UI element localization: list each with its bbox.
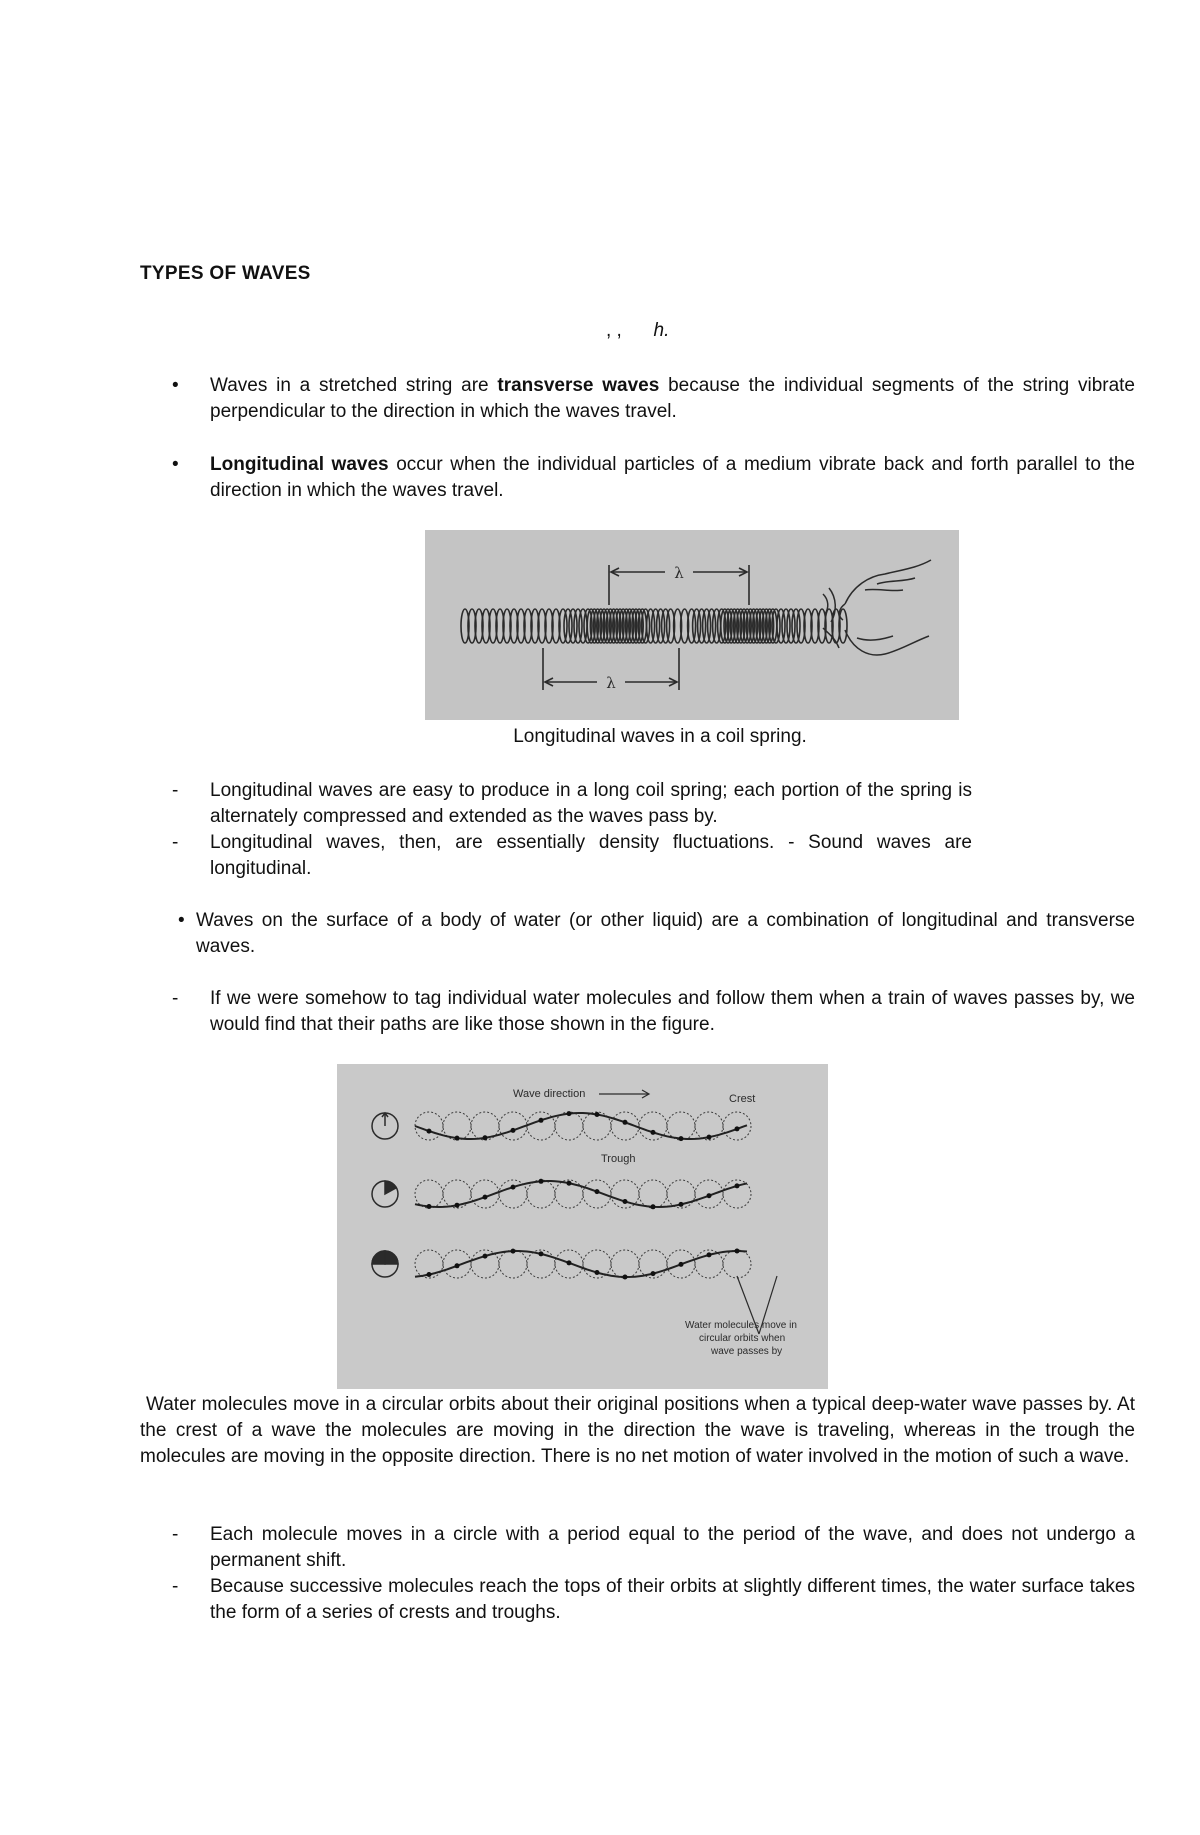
hand-drawing <box>823 560 931 655</box>
molecules-label-line-3: wave passes by <box>711 1346 783 1357</box>
dash-item: Longitudinal waves are easy to produce in a long coil spring; each portion of the spring is alternately compressed and extended as the waves pass by. <box>210 780 972 827</box>
heading: TYPES OF WAVES <box>140 263 311 284</box>
wavelength-label-bottom: λ <box>606 674 616 692</box>
water-molecule-dot <box>735 1249 740 1254</box>
water-molecule-dot <box>735 1183 740 1188</box>
water-molecule-dot <box>595 1270 600 1275</box>
wavelength-label-top: λ <box>674 564 684 582</box>
water-molecule-dot <box>567 1111 572 1116</box>
water-molecule-dot <box>511 1128 516 1133</box>
bullet-marker: • <box>172 375 179 396</box>
spring-coils <box>461 609 847 643</box>
water-molecule-dot <box>651 1204 656 1209</box>
orbit-circle <box>723 1250 751 1278</box>
dash-item: Each molecule moves in a circle with a period equal to the period of the wave, and does not undergo a permanent shift. <box>210 1524 1135 1571</box>
water-waves-figure <box>337 1064 828 1389</box>
wave-surface-line <box>415 1251 747 1277</box>
dash-marker: - <box>172 1524 179 1545</box>
orbit-circle <box>499 1250 527 1278</box>
dash-marker: - <box>172 780 179 801</box>
bullet-longitudinal <box>210 452 1135 504</box>
body-paragraph: Water molecules move in a circular orbits about their original positions when a typical deep-water wave passes by. At the crest of a wave the molecules are moving in the direction the wave is traveling, whereas in the trough the molecules are moving in the opposite direction. There is no net motion of water involved in the motion of such a wave. <box>140 1394 1135 1467</box>
phase-indicators <box>372 1113 398 1277</box>
water-molecule-dot <box>455 1203 460 1208</box>
water-molecule-dot <box>651 1130 656 1135</box>
water-molecule-dot <box>511 1249 516 1254</box>
water-molecule-dot <box>679 1202 684 1207</box>
orbit-circle <box>667 1112 695 1140</box>
bullet-bold-term: Longitudinal waves <box>210 454 389 475</box>
water-molecule-dot <box>567 1260 572 1265</box>
water-molecule-dot <box>707 1135 712 1140</box>
water-molecule-dot <box>707 1193 712 1198</box>
orbit-circle <box>527 1112 555 1140</box>
figure-caption: Longitudinal waves in a coil spring. <box>513 726 807 747</box>
water-molecule-dot <box>539 1251 544 1256</box>
stray-text <box>606 320 669 342</box>
coil-spring-figure <box>425 530 959 720</box>
water-molecule-dot <box>623 1199 628 1204</box>
water-molecule-dot <box>679 1136 684 1141</box>
bullet-text: occur when the individual particles of a medium vibrate back and forth parallel to the direction in which the waves travel. <box>210 454 1135 501</box>
trough-label: Trough <box>601 1153 636 1165</box>
bullet-text: because the individual segments of the string vibrate perpendicular to the direction in which the waves travel. <box>210 375 1135 422</box>
water-molecule-dot <box>595 1189 600 1194</box>
stray-letter: h. <box>653 320 670 341</box>
water-molecule-dot <box>595 1112 600 1117</box>
water-molecule-dot <box>567 1181 572 1186</box>
molecules-label-line-1: Water molecules move in <box>685 1320 797 1331</box>
wave-direction-label: Wave direction <box>513 1088 586 1100</box>
water-waves-drawing <box>337 1064 828 1389</box>
water-molecule-dot <box>511 1185 516 1190</box>
water-molecule-dot <box>455 1136 460 1141</box>
water-molecule-dot <box>623 1120 628 1125</box>
bullet-marker: • <box>178 910 185 931</box>
orbit-circle <box>415 1180 443 1208</box>
water-molecule-dot <box>735 1126 740 1131</box>
orbit-rows <box>415 1111 751 1279</box>
orbit-circle <box>639 1180 667 1208</box>
wave-direction-arrow <box>599 1090 649 1098</box>
bullet-marker: • <box>172 454 179 475</box>
dash-item: Because successive molecules reach the tops of their orbits at slightly different times, the water surface takes the form of a series of crests and troughs. <box>210 1576 1135 1623</box>
water-molecule-dot <box>539 1118 544 1123</box>
water-molecule-dot <box>427 1204 432 1209</box>
water-molecule-dot <box>623 1275 628 1280</box>
dash-marker: - <box>172 988 179 1009</box>
dash-marker: - <box>172 832 179 853</box>
orbit-circle <box>611 1250 639 1278</box>
bullet-water-surface <box>196 908 1135 960</box>
bullet-text: Waves on the surface of a body of water (or other liquid) are a combination of longitudinal and transverse waves. <box>196 910 1135 957</box>
water-molecule-dot <box>427 1129 432 1134</box>
crest-label: Crest <box>729 1093 756 1105</box>
water-molecule-dot <box>679 1262 684 1267</box>
water-molecule-dot <box>427 1272 432 1277</box>
orbit-circle <box>527 1180 555 1208</box>
water-molecule-dot <box>539 1179 544 1184</box>
water-molecule-dot <box>483 1135 488 1140</box>
dash-marker: - <box>172 1576 179 1597</box>
molecules-label-line-2: circular orbits when <box>699 1333 786 1344</box>
dash-item: Longitudinal waves, then, are essentially density fluctuations. - Sound waves are longitudinal. <box>210 832 972 879</box>
bullet-bold-term: transverse waves <box>497 375 660 396</box>
orbit-circle <box>415 1112 443 1140</box>
water-molecule-dot <box>483 1254 488 1259</box>
water-molecule-dot <box>651 1271 656 1276</box>
stray-marks: , , <box>606 320 622 341</box>
bullet-transverse <box>210 373 1135 425</box>
water-molecule-dot <box>707 1252 712 1257</box>
wave-surface-line <box>415 1113 747 1139</box>
wave-surface-line <box>415 1181 747 1207</box>
water-molecule-dot <box>455 1263 460 1268</box>
water-molecule-dot <box>483 1195 488 1200</box>
bullet-text: Waves in a stretched string are <box>210 375 498 396</box>
dash-item: If we were somehow to tag individual water molecules and follow them when a train of waves passes by, we would find that their paths are like those shown in the figure. <box>210 988 1135 1035</box>
coil-spring-drawing <box>425 530 959 720</box>
